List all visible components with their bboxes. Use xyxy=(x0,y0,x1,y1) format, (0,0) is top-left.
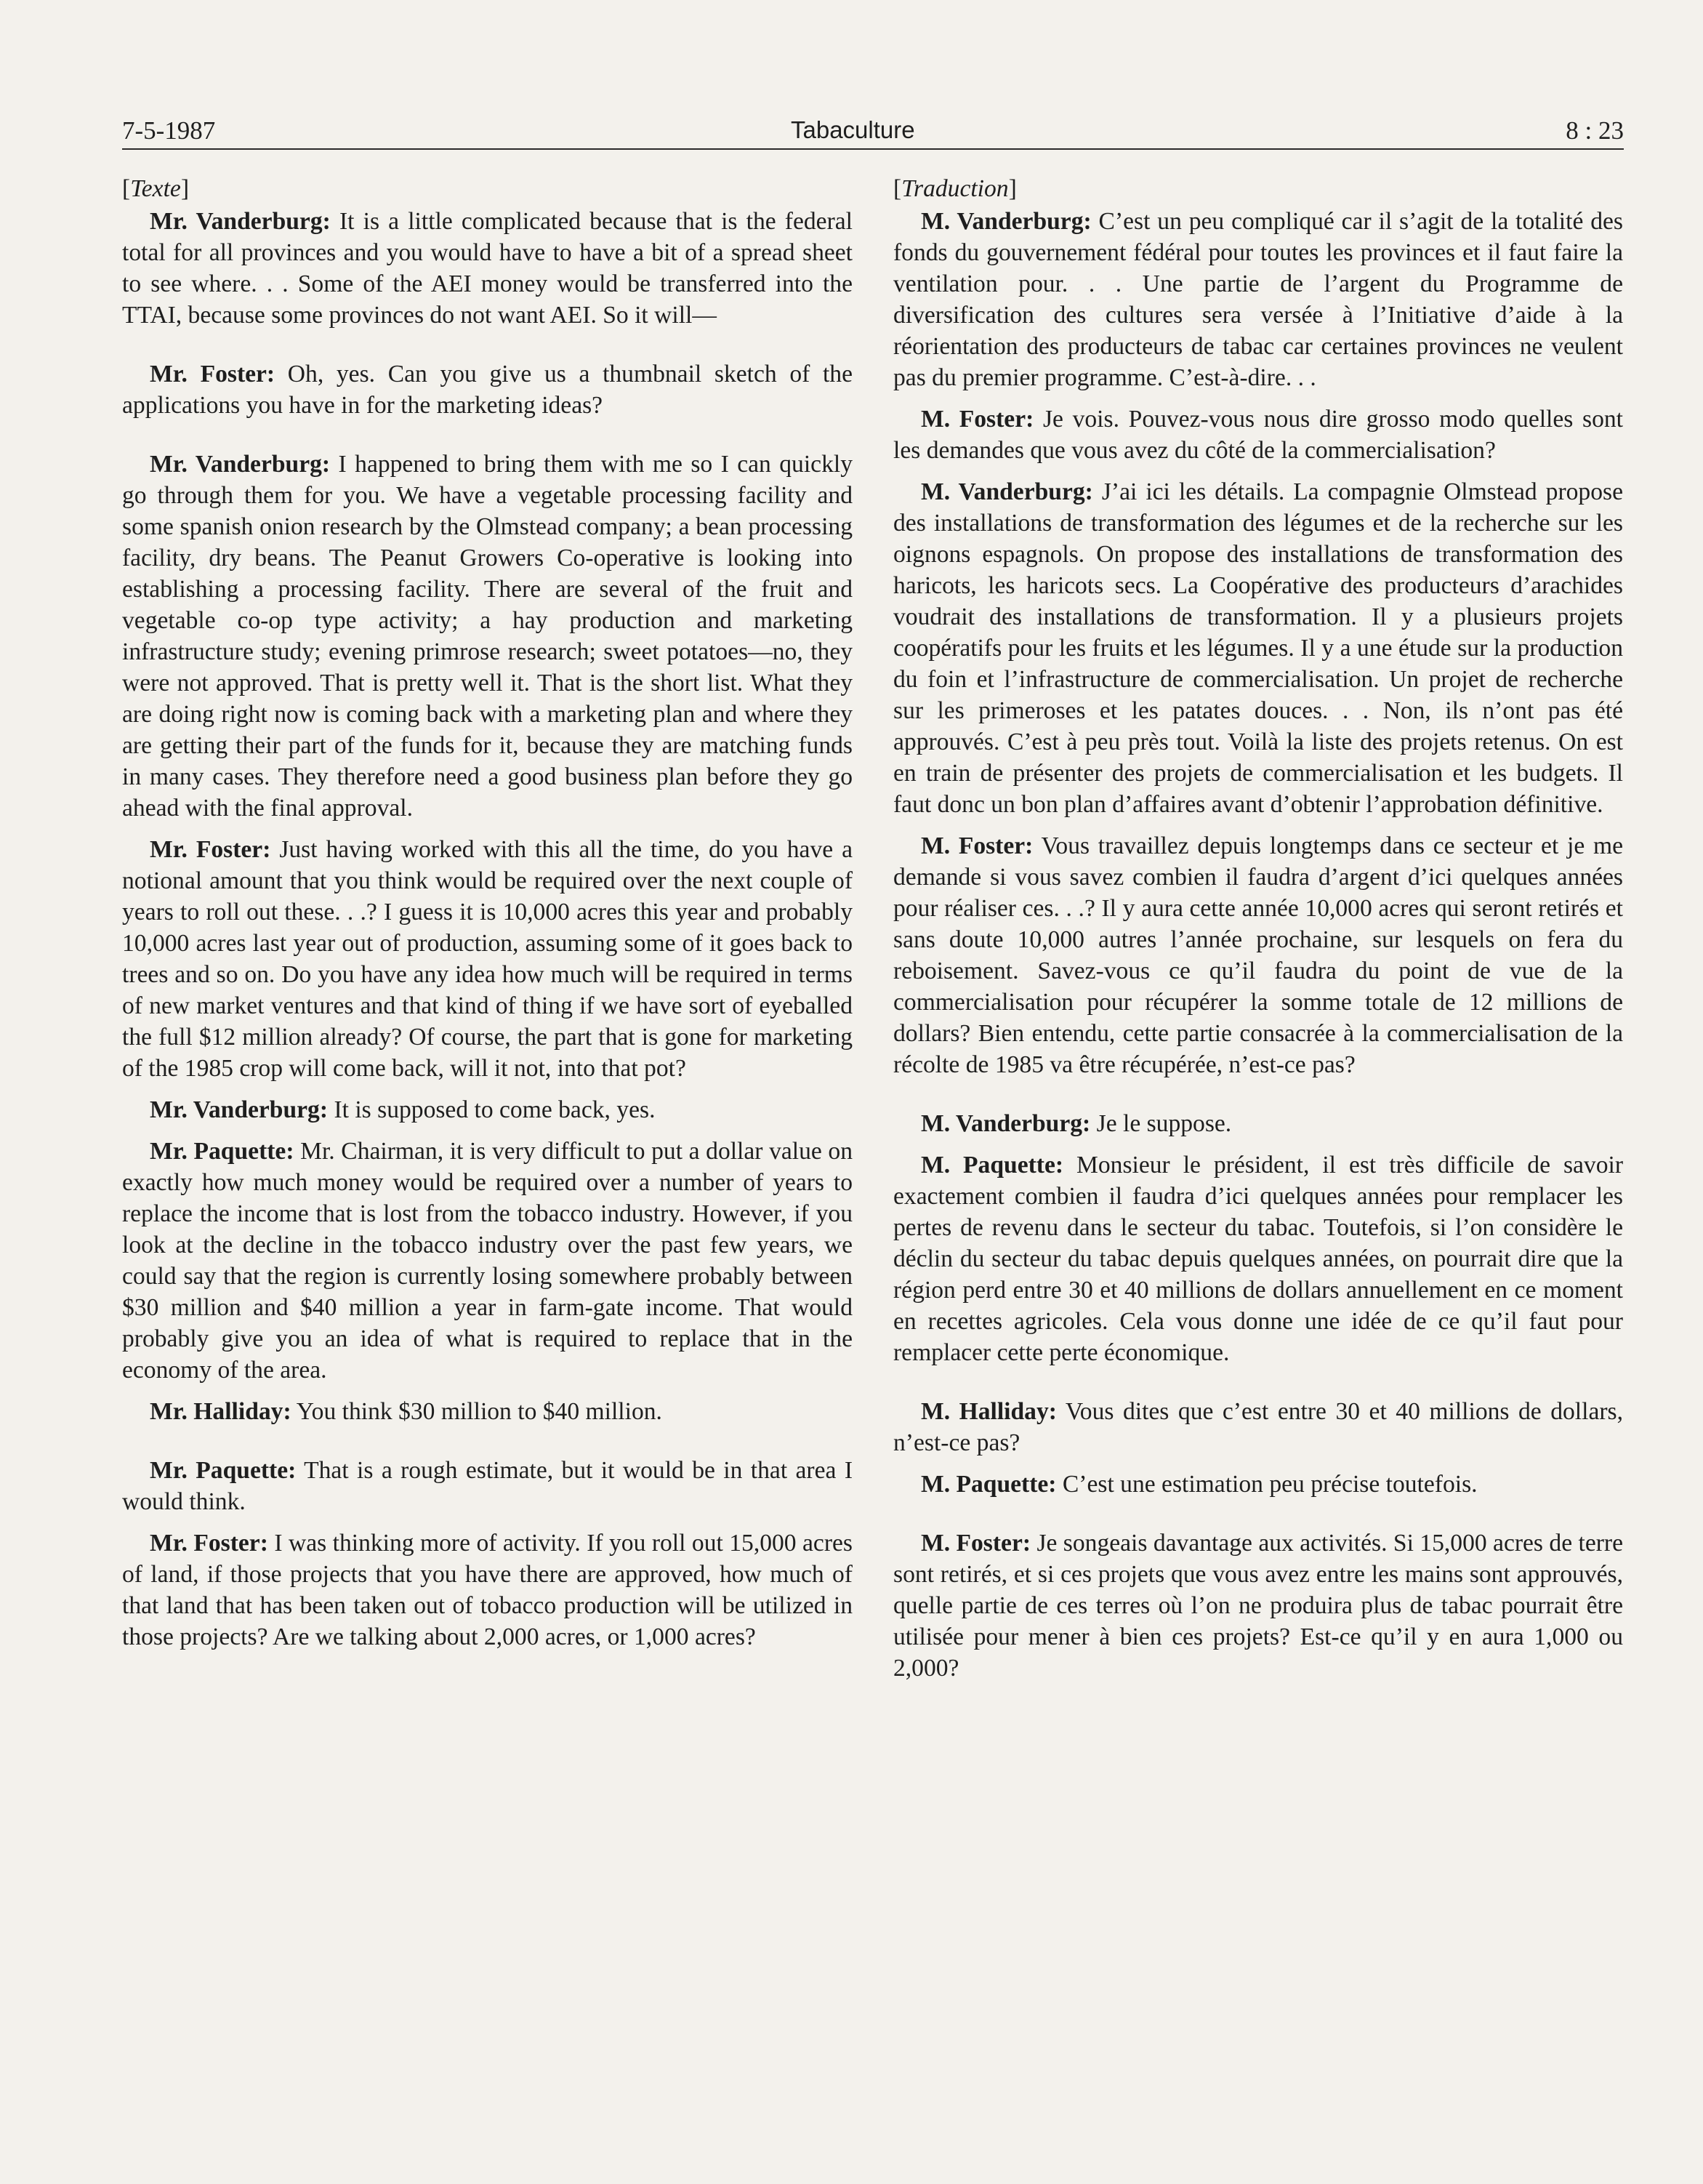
transcript-paragraph xyxy=(893,1108,1623,1139)
speech-text: Vous dites que c’est entre 30 et 40 millions de dollars, n’est-ce pas? xyxy=(893,1398,1623,1456)
right-column xyxy=(893,173,1623,1694)
transcript-paragraph xyxy=(893,830,1623,1080)
left-column-label: [Texte] xyxy=(122,175,190,202)
transcript-paragraph xyxy=(893,1149,1623,1368)
header-date: 7-5-1987 xyxy=(122,116,216,145)
speech-text: J’ai ici les détails. La compagnie Olmstead propose des installations de transformation des légumes et de la recherche sur les oignons espagnols. On propose des installations de transformation des haricots, les haricots secs. La Coopérative des producteurs d’arachides voudrait des installations de transformation. Il y a plusieurs projets coopératifs pour les fruits et les légumes. Il y a une étude sur la production du foin et l’infrastructure de commercialisation. Un projet de recherche sur les primeroses et les patates douces. . . Non, ils n’ont pas été approuvés. C’est à peu près tout. Voilà la liste des projets retenus. On est en train de présenter des projets de commercialisation et les budgets. Il faut donc un bon plan d’affaires avant d’obtenir l’approbation définitive. xyxy=(893,478,1623,818)
left-column xyxy=(122,173,853,1663)
transcript-paragraph xyxy=(893,476,1623,820)
speech-text: Vous travaillez depuis longtemps dans ce secteur et je me demande si vous savez combien il faudra d’argent d’ici quelques années pour réaliser ces. . .? Il y aura cette année 10,000 acres qui seront retirés et sans doute 10,000 autres l’année prochaine, sur lesquels on fera du reboisement. Savez-vous ce qu’il faudra du point de vue de la commercialisation pour récupérer la somme totale de 12 millions de dollars? Bien entendu, cette partie consacrée à la commercialisation de la récolte de 1985 va être récupérée, n’est-ce pas? xyxy=(893,832,1623,1078)
speaker-name: Mr. Foster: xyxy=(150,361,275,388)
speech-text: Mr. Chairman, it is very difficult to put a dollar value on exactly how much money would be required over a number of years to replace the income that is lost from the tobacco industry. However, if you look at the decline in the tobacco industry over the past few years, we could say that the region is currently losing somewhere probably between $30 million and $40 million a year in farm-gate income. That would probably give you an idea of what is required to replace that in the economy of the area. xyxy=(122,1138,853,1384)
speech-text: Monsieur le président, il est très difficile de savoir exactement combien il faudra d’ici quelques années pour remplacer les pertes de revenu dans le secteur du tabac. Toutefois, si l’on considère le déclin du secteur du tabac depuis quelques années, on pourrait dire que la région perd entre 30 et 40 millions de dollars annuellement en ce moment en recettes agricoles. Cela vous donne une idée de ce qu’il faut pour remplacer cette perte économique. xyxy=(893,1152,1624,1366)
transcript-paragraph xyxy=(893,206,1623,393)
speech-text: It is a little complicated because that is the federal total for all provinces and you would have to have a bit of a spread sheet to see where. . . Some of the AEI money would be transferred into the TTAI, because some provinces do not want AEI. So it will— xyxy=(122,208,853,329)
speech-text: Just having worked with this all the time, do you have a notional amount that you think would be required over the next couple of years to roll out these. . .? I guess it is 10,000 acres this year and probably 10,000 acres last year out of production, assuming some of it goes back to trees and so on. Do you have any idea how much will be required in terms of new market ventures and that kind of thing if we have sort of eyeballed the full $12 million already? Of course, the part that is gone for marketing of the 1985 crop will come back, will it not, into that pot? xyxy=(122,836,853,1082)
speech-text: That is a rough estimate, but it would be in that area I would think. xyxy=(122,1457,853,1515)
speech-text: Oh, yes. Can you give us a thumbnail sketch of the applications you have in for the marketing ideas? xyxy=(122,361,853,419)
right-column-label: [Traduction] xyxy=(893,175,1017,202)
speech-text: Je songeais davantage aux activités. Si 15,000 acres de terre sont retirés, et si ces projets que vous avez entre les mains sont approuvés, quelle partie de ces terres où l’on ne produira plus de tabac pourrait être utilisée pour mener à bien ces projets? Est-ce qu’il y en aura 1,000 ou 2,000? xyxy=(893,1530,1623,1682)
speech-text: C’est un peu compliqué car il s’agit de la totalité des fonds du gouvernement fédéral pour toutes les provinces et il faut faire la ventilation pour. . . Une partie de l’argent du Programme de diversification des cultures sera versée à l’Initiative d’aide à la réorientation des producteurs de tabac car certaines provinces ne veulent pas du premier programme. C’est-à-dire. . . xyxy=(893,208,1623,391)
speech-text: I happened to bring them with me so I can quickly go through them for you. We have a vegetable processing facility and some spanish onion research by the Olmstead company; a bean processing facility, dry beans. The Peanut Growers Co-operative is looking into establishing a processing facility. There are several of the fruit and vegetable co-op type activity; a hay production and marketing infrastructure study; evening primrose research; sweet potatoes—no, they were not approved. That is pretty well it. That is the short list. What they are doing right now is coming back with a marketing plan and where they are getting their part of the funds for it, because they are matching funds in many cases. They therefore need a good business plan before they go ahead with the final approval. xyxy=(122,451,853,822)
speech-text: You think $30 million to $40 million. xyxy=(296,1398,662,1425)
speaker-name: Mr. Halliday: xyxy=(150,1398,291,1425)
speaker-name: Mr. Foster: xyxy=(150,836,271,863)
transcript-paragraph xyxy=(122,1455,853,1517)
header-title: Tabaculture xyxy=(791,116,915,143)
header-page-number: 8 : 23 xyxy=(1566,116,1624,145)
transcript-paragraph xyxy=(122,1094,853,1125)
transcript-paragraph xyxy=(122,358,853,421)
transcript-paragraph xyxy=(893,404,1623,466)
speaker-name: Mr. Paquette: xyxy=(150,1138,294,1165)
speaker-name: M. Paquette: xyxy=(921,1471,1057,1498)
speech-text: I was thinking more of activity. If you roll out 15,000 acres of land, if those projects that you have there are approved, how much of that land that has been taken out of tobacco production will be utilized in those projects? Are we talking about 2,000 acres, or 1,000 acres? xyxy=(122,1530,853,1650)
transcript-paragraph xyxy=(893,1527,1623,1684)
transcript-paragraph xyxy=(893,1469,1623,1500)
transcript-paragraph xyxy=(122,1527,853,1653)
speaker-name: Mr. Vanderburg: xyxy=(150,208,331,235)
speaker-name: M. Paquette: xyxy=(921,1152,1064,1179)
speaker-name: Mr. Foster: xyxy=(150,1530,268,1557)
speaker-name: M. Vanderburg: xyxy=(921,1110,1091,1137)
transcript-paragraph xyxy=(122,206,853,331)
speech-text: C’est une estimation peu précise toutefois. xyxy=(1062,1471,1478,1498)
transcript-paragraph xyxy=(893,1396,1623,1458)
speaker-name: M. Foster: xyxy=(921,406,1034,433)
speaker-name: Mr. Paquette: xyxy=(150,1457,297,1484)
speaker-name: Mr. Vanderburg: xyxy=(150,1096,329,1123)
transcript-paragraph xyxy=(122,449,853,824)
speaker-name: M. Halliday: xyxy=(921,1398,1057,1425)
speech-text: Je le suppose. xyxy=(1096,1110,1232,1137)
transcript-paragraph xyxy=(122,834,853,1084)
speaker-name: M. Vanderburg: xyxy=(921,208,1092,235)
speaker-name: M. Vanderburg: xyxy=(921,478,1093,505)
speaker-name: Mr. Vanderburg: xyxy=(150,451,331,478)
transcript-paragraph xyxy=(122,1396,853,1427)
transcript-paragraph xyxy=(122,1136,853,1386)
speaker-name: M. Foster: xyxy=(921,832,1034,859)
speaker-name: M. Foster: xyxy=(921,1530,1031,1557)
page-header xyxy=(122,111,1624,150)
speech-text: Je vois. Pouvez-vous nous dire grosso modo quelles sont les demandes que vous avez du côté de la commercialisation? xyxy=(893,406,1623,464)
speech-text: It is supposed to come back, yes. xyxy=(334,1096,656,1123)
